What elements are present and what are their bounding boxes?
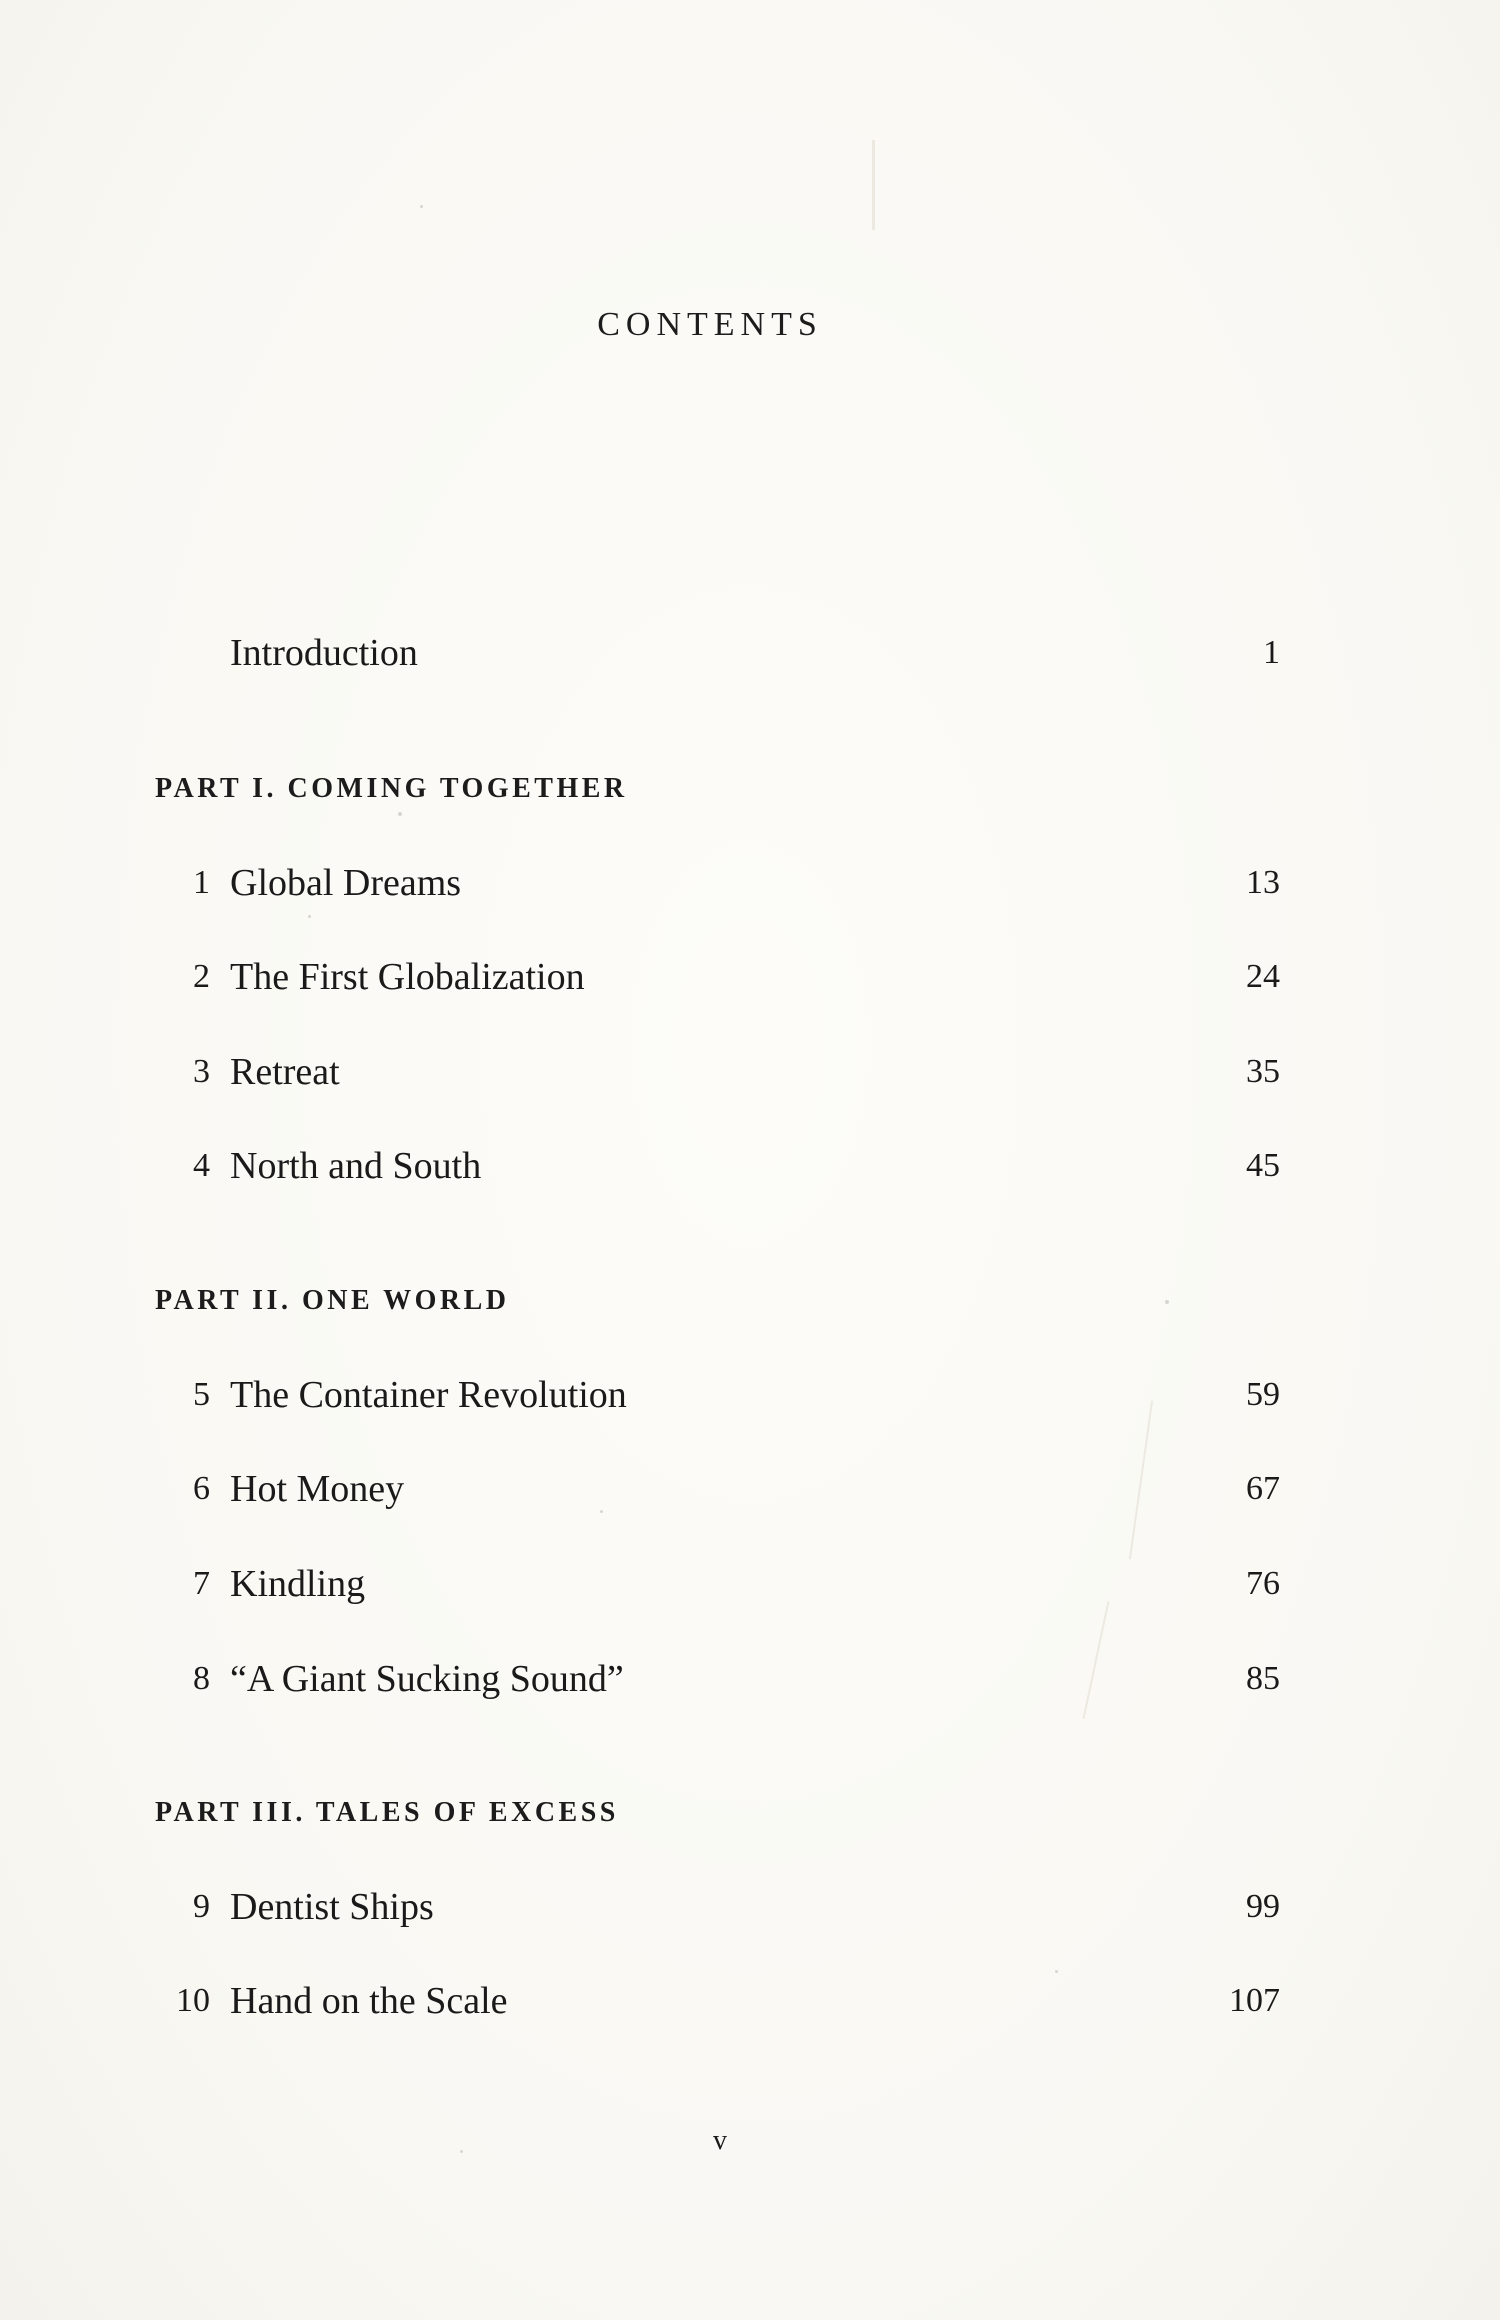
entry-title: Hand on the Scale — [230, 1980, 508, 2022]
entry-page-number: 59 — [1246, 1376, 1280, 1413]
entry-page-number: 107 — [1229, 1982, 1280, 2019]
toc-entry[interactable] — [150, 1882, 1280, 1932]
toc-entry[interactable] — [150, 1654, 1280, 1704]
entry-page-number: 45 — [1246, 1147, 1280, 1184]
toc-entry-introduction[interactable] — [150, 628, 1280, 678]
toc-entry[interactable] — [150, 952, 1280, 1002]
chapter-number: 8 — [193, 1660, 210, 1697]
part-heading: PART I. COMING TOGETHER — [155, 773, 628, 804]
entry-title: Kindling — [230, 1563, 366, 1605]
chapter-number: 10 — [176, 1982, 210, 2019]
entry-title: Retreat — [230, 1051, 340, 1093]
paper-speck — [1055, 1970, 1058, 1973]
chapter-number: 1 — [193, 864, 210, 901]
part-heading: PART II. ONE WORLD — [155, 1285, 510, 1316]
part-heading: PART III. TALES OF EXCESS — [155, 1797, 619, 1828]
entry-page-number: 35 — [1246, 1053, 1280, 1090]
entry-page-number: 13 — [1246, 864, 1280, 901]
paper-streak — [872, 140, 875, 230]
chapter-number: 4 — [193, 1147, 210, 1184]
entry-page-number: 67 — [1246, 1470, 1280, 1507]
page-folio: v — [713, 2125, 727, 2156]
entry-page-number: 85 — [1246, 1660, 1280, 1697]
entry-title: The Container Revolution — [230, 1374, 627, 1416]
paper-speck — [1165, 1300, 1169, 1304]
paper-speck — [420, 205, 423, 208]
entry-page-number: 24 — [1246, 958, 1280, 995]
entry-page-number: 76 — [1246, 1565, 1280, 1602]
chapter-number: 5 — [193, 1376, 210, 1413]
paper-speck — [308, 915, 311, 918]
chapter-number: 2 — [193, 958, 210, 995]
contents-heading: CONTENTS — [597, 306, 823, 343]
toc-entry[interactable] — [150, 1976, 1280, 2026]
chapter-number: 7 — [193, 1565, 210, 1602]
chapter-number: 6 — [193, 1470, 210, 1507]
toc-entry[interactable] — [150, 1559, 1280, 1609]
entry-title: North and South — [230, 1145, 482, 1187]
entry-page-number: 99 — [1246, 1888, 1280, 1925]
entry-title: Introduction — [230, 632, 418, 674]
toc-entry[interactable] — [150, 1370, 1280, 1420]
chapter-number: 3 — [193, 1053, 210, 1090]
toc-entry[interactable] — [150, 1464, 1280, 1514]
entry-page-number: 1 — [1263, 634, 1280, 671]
entry-title: Hot Money — [230, 1468, 405, 1510]
toc-entry[interactable] — [150, 1141, 1280, 1191]
paper-speck — [398, 812, 402, 816]
entry-title: Dentist Ships — [230, 1886, 434, 1928]
entry-title: The First Globalization — [230, 956, 585, 998]
chapter-number: 9 — [193, 1888, 210, 1925]
entry-title: Global Dreams — [230, 862, 462, 904]
toc-entry[interactable] — [150, 858, 1280, 908]
entry-title: “A Giant Sucking Sound” — [230, 1658, 624, 1700]
toc-entry[interactable] — [150, 1047, 1280, 1097]
